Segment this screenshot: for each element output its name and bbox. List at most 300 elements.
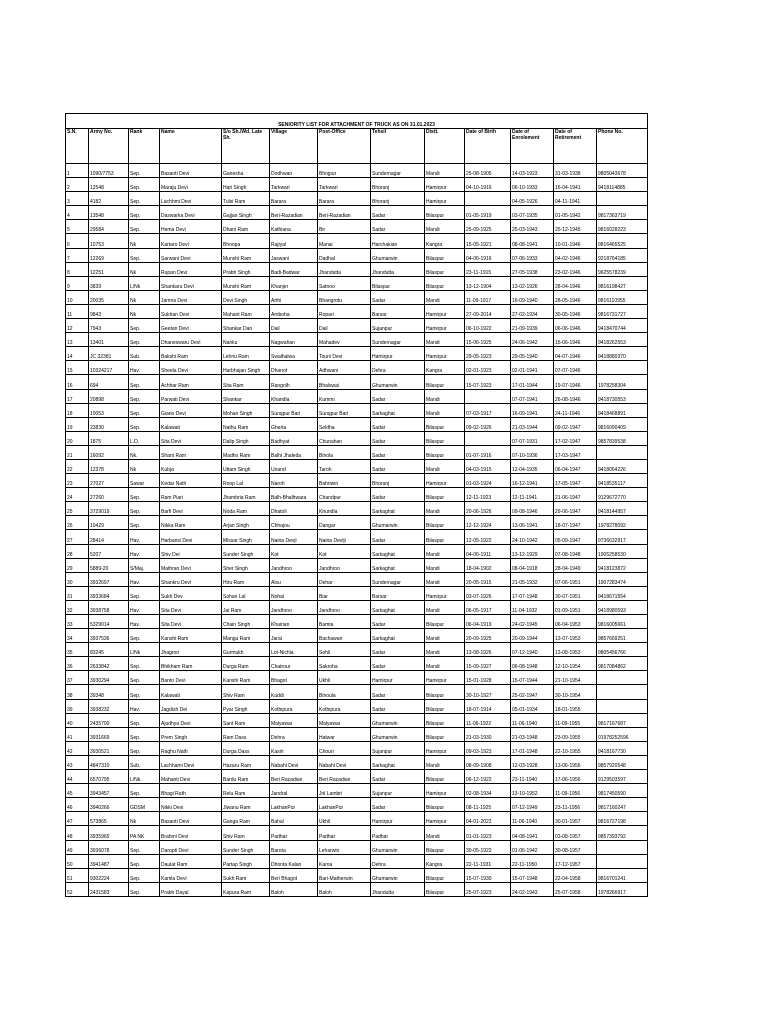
cell-sn: 38 xyxy=(66,685,89,699)
cell-name: Raghu Nath xyxy=(160,741,222,755)
cell-army-no: 12548 xyxy=(89,178,129,192)
cell-date-of-retirement: 07-06-1951 xyxy=(554,572,597,586)
cell-date-of-enrolment: 07-06-1933 xyxy=(511,248,554,262)
cell-army-no: 6570795 xyxy=(89,770,129,784)
cell-rank: L/Nk. xyxy=(129,770,160,784)
cell-tehsil: Ghumarwin xyxy=(371,868,425,882)
cell-district: Hamirpur xyxy=(425,812,465,826)
cell-date-of-retirement: 16-04-1941 xyxy=(554,178,597,192)
cell-army-no: 20898 xyxy=(89,389,129,403)
cell-phone-no: 9736632917 xyxy=(597,530,648,544)
cell-rank: Sep. xyxy=(129,417,160,431)
cell-name: Shant Ram xyxy=(160,445,222,459)
cell-army-no: 10753 xyxy=(89,234,129,248)
table-row xyxy=(66,741,648,755)
cell-name: Bhagi Rath xyxy=(160,784,222,798)
cell-rank: Sep. xyxy=(129,516,160,530)
cell-army-no: 12251 xyxy=(89,262,129,276)
cell-army-no: 3938232 xyxy=(89,699,129,713)
cell-district: Bilaspur xyxy=(425,417,465,431)
cell-post-office: Beri-Razadian xyxy=(318,206,371,220)
cell-rank: Nk xyxy=(129,290,160,304)
cell-date-of-retirement: 30-05-1946 xyxy=(554,304,597,318)
cell-post-office: Surajpur Bari xyxy=(318,403,371,417)
cell-date-of-enrolment: 16-09-1940 xyxy=(511,290,554,304)
cell-rank: Hav. xyxy=(129,615,160,629)
table-row xyxy=(66,304,648,318)
cell-sn: 28 xyxy=(66,544,89,558)
cell-date-of-retirement: 22-10-1955 xyxy=(554,741,597,755)
cell-date-of-birth: 06-10-1922 xyxy=(465,319,511,333)
cell-date-of-birth: 20-06-1926 xyxy=(465,502,511,516)
cell-tehsil: Bilaspur xyxy=(371,276,425,290)
cell-village: Dodhwan xyxy=(270,164,318,178)
cell-name: Barfi Devi xyxy=(160,502,222,516)
cell-phone-no: 9418262553 xyxy=(597,333,648,347)
cell-district: Kangra xyxy=(425,234,465,248)
cell-district: Mandi xyxy=(425,290,465,304)
cell-sn: 15 xyxy=(66,361,89,375)
cell-father-husband-name: Lehnu Ram xyxy=(222,347,270,361)
cell-army-no: 3941487 xyxy=(89,854,129,868)
cell-sn: 13 xyxy=(66,333,89,347)
cell-date-of-retirement: 24-11-1946 xyxy=(554,403,597,417)
cell-village: Jandhroo xyxy=(270,600,318,614)
cell-phone-no xyxy=(597,854,648,868)
cell-sn: 24 xyxy=(66,488,89,502)
cell-district: Mandi xyxy=(425,558,465,572)
cell-date-of-retirement: 04-07-1946 xyxy=(554,347,597,361)
cell-rank: Sep. xyxy=(129,713,160,727)
cell-date-of-enrolment: 21-09-1939 xyxy=(511,319,554,333)
cell-tehsil: Hamirpur xyxy=(371,347,425,361)
cell-district: Bilaspur xyxy=(425,798,465,812)
cell-rank: Hav. xyxy=(129,361,160,375)
cell-date-of-retirement: 07-08-1948 xyxy=(554,544,597,558)
table-row xyxy=(66,629,648,643)
cell-father-husband-name: Devi Singh xyxy=(222,290,270,304)
cell-date-of-enrolment: 08-04-1918 xyxy=(511,558,554,572)
table-row xyxy=(66,234,648,248)
cell-tehsil: Sadar xyxy=(371,770,425,784)
cell-phone-no: 9418535117 xyxy=(597,474,648,488)
cell-name: Hema Devi xyxy=(160,220,222,234)
cell-name: Sita Devi xyxy=(160,615,222,629)
header-name: Name xyxy=(160,129,222,164)
seniority-list-sheet xyxy=(65,113,647,897)
cell-sn: 7 xyxy=(66,248,89,262)
cell-army-no: 2435700 xyxy=(89,713,129,727)
cell-village: Rangolh xyxy=(270,375,318,389)
table-row xyxy=(66,488,648,502)
cell-tehsil: Sadar xyxy=(371,685,425,699)
cell-date-of-enrolment: 03-07-1935 xyxy=(511,206,554,220)
cell-phone-no: 1978258304 xyxy=(597,375,648,389)
cell-village: Padhar xyxy=(270,826,318,840)
cell-sn: 39 xyxy=(66,699,89,713)
cell-army-no: 39348 xyxy=(89,685,129,699)
table-row xyxy=(66,516,648,530)
cell-district: Mandi xyxy=(425,629,465,643)
cell-army-no: 3839 xyxy=(89,276,129,290)
cell-district: Mandi xyxy=(425,389,465,403)
cell-father-husband-name: Sant Ram xyxy=(222,713,270,727)
cell-father-husband-name: Hazaru Ram xyxy=(222,755,270,769)
cell-district: Bilaspur xyxy=(425,727,465,741)
table-row xyxy=(66,882,648,896)
cell-district: Kangra xyxy=(425,361,465,375)
cell-name: Daropti Devi xyxy=(160,840,222,854)
cell-father-husband-name: Kanshi Ram xyxy=(222,671,270,685)
cell-father-husband-name: Noda Ram xyxy=(222,502,270,516)
cell-village: Dhatoli xyxy=(270,502,318,516)
cell-post-office: Chouri xyxy=(318,741,371,755)
cell-rank: Sep. xyxy=(129,502,160,516)
cell-tehsil: Sarkaghat xyxy=(371,629,425,643)
cell-date-of-enrolment: 12-11-1941 xyxy=(511,488,554,502)
table-row xyxy=(66,319,648,333)
cell-district: Bilaspur xyxy=(425,699,465,713)
cell-father-husband-name: Shiv Ram xyxy=(222,685,270,699)
cell-phone-no xyxy=(597,361,648,375)
cell-date-of-retirement: 30-01-1957 xyxy=(554,812,597,826)
cell-sn: 33 xyxy=(66,615,89,629)
cell-date-of-retirement: 13-08-1953 xyxy=(554,643,597,657)
cell-phone-no xyxy=(597,445,648,459)
cell-date-of-retirement: 17-03-1947 xyxy=(554,445,597,459)
cell-army-no: 9302224 xyxy=(89,868,129,882)
cell-tehsil: Padhar xyxy=(371,826,425,840)
cell-date-of-retirement: 11-09-1956 xyxy=(554,784,597,798)
cell-tehsil: Jhandutta xyxy=(371,262,425,276)
cell-date-of-birth: 12-11-1923 xyxy=(465,488,511,502)
cell-sn: 25 xyxy=(66,502,89,516)
cell-name: Sukhan Devi xyxy=(160,304,222,318)
cell-father-husband-name: Jhambria Ram xyxy=(222,488,270,502)
cell-name: Shiv Dei xyxy=(160,544,222,558)
cell-army-no: 27260 xyxy=(89,488,129,502)
cell-army-no: 16092 xyxy=(89,445,129,459)
table-row xyxy=(66,530,648,544)
cell-village: Khairian xyxy=(270,615,318,629)
cell-sn: 11 xyxy=(66,304,89,318)
cell-village: Tarkwari xyxy=(270,178,318,192)
cell-sn: 34 xyxy=(66,629,89,643)
cell-village: Jaswani xyxy=(270,248,318,262)
table-row xyxy=(66,164,648,178)
table-row xyxy=(66,474,648,488)
cell-army-no: 3930521 xyxy=(89,741,129,755)
cell-name: Brahmi Devi xyxy=(160,826,222,840)
cell-date-of-birth: 02-01-1923 xyxy=(465,361,511,375)
cell-date-of-birth: 12-05-1922 xyxy=(465,530,511,544)
table-row xyxy=(66,784,648,798)
cell-post-office: Hatwar xyxy=(318,727,371,741)
cell-rank: PA NK xyxy=(129,826,160,840)
cell-sn: 17 xyxy=(66,389,89,403)
cell-post-office: Biar xyxy=(318,586,371,600)
cell-sn: 16 xyxy=(66,375,89,389)
cell-rank: Sep. xyxy=(129,333,160,347)
cell-sn: 51 xyxy=(66,868,89,882)
cell-date-of-retirement: 17-02-1947 xyxy=(554,431,597,445)
cell-tehsil: Sarkaghat xyxy=(371,558,425,572)
cell-father-husband-name: Bhoopa xyxy=(222,234,270,248)
cell-name: Bhikham Ram xyxy=(160,657,222,671)
cell-post-office: Chunahan xyxy=(318,431,371,445)
cell-post-office: Khundla xyxy=(318,502,371,516)
cell-name: Banto Devi xyxy=(160,671,222,685)
cell-sn: 1 xyxy=(66,164,89,178)
cell-date-of-enrolment: 15-07-1944 xyxy=(511,671,554,685)
cell-date-of-birth: 25-09-1925 xyxy=(465,220,511,234)
header-army-no: Army No. xyxy=(89,129,129,164)
cell-tehsil: Sarkaghat xyxy=(371,502,425,516)
cell-date-of-birth: 15-06-1925 xyxy=(465,333,511,347)
cell-village: Dhonta Kalan xyxy=(270,854,318,868)
cell-army-no: 12269 xyxy=(89,248,129,262)
cell-village: Kot xyxy=(270,544,318,558)
cell-date-of-retirement: 04-02-1946 xyxy=(554,248,597,262)
cell-name: Sita Devi xyxy=(160,600,222,614)
cell-post-office: Seldha xyxy=(318,417,371,431)
cell-phone-no: 1905258530 xyxy=(597,544,648,558)
cell-date-of-retirement: 23-09-1955 xyxy=(554,727,597,741)
cell-name: Dhaneswaru Devi xyxy=(160,333,222,347)
cell-name: Giano Devi xyxy=(160,403,222,417)
cell-district: Hamirpur xyxy=(425,347,465,361)
cell-post-office: Dehar xyxy=(318,572,371,586)
cell-name: Nikka Ram xyxy=(160,516,222,530)
cell-army-no: 3936078 xyxy=(89,840,129,854)
cell-date-of-retirement: 30-07-1951 xyxy=(554,586,597,600)
cell-phone-no: 9857920548 xyxy=(597,755,648,769)
cell-rank: Nk xyxy=(129,234,160,248)
cell-phone-no: 9418064226 xyxy=(597,459,648,473)
cell-date-of-enrolment: 15-07-1948 xyxy=(511,868,554,882)
cell-name: Kubja xyxy=(160,459,222,473)
cell-village: Khanjer xyxy=(270,276,318,290)
cell-post-office: Kothipura xyxy=(318,699,371,713)
cell-district: Hamirpur xyxy=(425,784,465,798)
cell-sn: 37 xyxy=(66,671,89,685)
cell-sn: 30 xyxy=(66,572,89,586)
cell-village: Beri Razadian xyxy=(270,770,318,784)
cell-date-of-birth: 15-05-1921 xyxy=(465,234,511,248)
cell-post-office: Dail xyxy=(318,319,371,333)
cell-father-husband-name: Sunder Singh xyxy=(222,840,270,854)
cell-date-of-enrolment: 17-07-1948 xyxy=(511,586,554,600)
cell-date-of-birth: 29-05-1923 xyxy=(465,347,511,361)
cell-district: Hamirpur xyxy=(425,586,465,600)
cell-district: Hamirpur xyxy=(425,304,465,318)
cell-sn: 43 xyxy=(66,755,89,769)
cell-date-of-retirement: 03-08-1957 xyxy=(554,826,597,840)
cell-father-husband-name: Kapura Ram xyxy=(222,882,270,896)
table-row xyxy=(66,361,648,375)
cell-date-of-birth: 08-11-1925 xyxy=(465,798,511,812)
cell-phone-no: 9418167730 xyxy=(597,741,648,755)
cell-father-husband-name: Roop Lal xyxy=(222,474,270,488)
cell-date-of-birth: 15-07-1930 xyxy=(465,868,511,882)
cell-tehsil: Sarkaghat xyxy=(371,403,425,417)
cell-date-of-birth: 01-03-1924 xyxy=(465,474,511,488)
cell-date-of-birth: 07-03-1917 xyxy=(465,403,511,417)
cell-tehsil: Sadar xyxy=(371,431,425,445)
cell-date-of-retirement: 30-10-1954 xyxy=(554,685,597,699)
cell-phone-no: 9129672770 xyxy=(597,488,648,502)
cell-army-no: 694 xyxy=(89,375,129,389)
cell-district: Mandi xyxy=(425,755,465,769)
cell-date-of-retirement: 29-06-1947 xyxy=(554,502,597,516)
cell-date-of-enrolment: 23-11-1940 xyxy=(511,770,554,784)
table-row xyxy=(66,276,648,290)
cell-date-of-enrolment: 01-06-1942 xyxy=(511,840,554,854)
cell-tehsil: Ghumarwin xyxy=(371,248,425,262)
cell-date-of-birth xyxy=(465,431,511,445)
cell-father-husband-name: Sukh Ram xyxy=(222,868,270,882)
cell-tehsil: Harchakian xyxy=(371,234,425,248)
cell-army-no: 83245 xyxy=(89,643,129,657)
cell-sn: 40 xyxy=(66,713,89,727)
cell-name: Daswarka Devi xyxy=(160,206,222,220)
cell-name: Nikki Devi xyxy=(160,798,222,812)
document-title: SENIORITY LIST FOR ATTACHMENT OF TRUCK AS ON 31.01.2023 xyxy=(66,114,648,129)
header-date-of-retirement: Date of Retirement xyxy=(554,129,597,164)
cell-village: Balh-Bhalhwara xyxy=(270,488,318,502)
cell-tehsil: Sundernagar xyxy=(371,572,425,586)
cell-district: Hamirpur xyxy=(425,192,465,206)
cell-father-husband-name: Dalip Singh xyxy=(222,431,270,445)
cell-date-of-birth: 15-07-1923 xyxy=(465,375,511,389)
cell-district: Mandi xyxy=(425,572,465,586)
cell-date-of-retirement: 01-05-1942 xyxy=(554,206,597,220)
cell-phone-no: 9805043678 xyxy=(597,164,648,178)
cell-date-of-birth: 20-09-1925 xyxy=(465,629,511,643)
cell-village: Nabahi Devi xyxy=(270,755,318,769)
cell-village: Khandla xyxy=(270,389,318,403)
cell-date-of-retirement: 18-07-1947 xyxy=(554,516,597,530)
cell-sn: 5 xyxy=(66,220,89,234)
cell-father-husband-name: Nanku xyxy=(222,333,270,347)
cell-date-of-enrolment: 24-02-1945 xyxy=(511,615,554,629)
cell-name: Jhagroo xyxy=(160,643,222,657)
cell-phone-no: 9857669251 xyxy=(597,629,648,643)
table-row xyxy=(66,755,648,769)
table-row xyxy=(66,770,648,784)
cell-date-of-birth: 22-11-1931 xyxy=(465,854,511,868)
cell-army-no: 4182 xyxy=(89,192,129,206)
cell-name: Sarwani Devi xyxy=(160,248,222,262)
cell-village: Baloh xyxy=(270,882,318,896)
cell-date-of-enrolment: 07-12-1949 xyxy=(511,798,554,812)
cell-date-of-enrolment: 09-08-1946 xyxy=(511,502,554,516)
cell-village: Dhanot xyxy=(270,361,318,375)
cell-date-of-enrolment: 11-06-1940 xyxy=(511,713,554,727)
cell-district: Bilaspur xyxy=(425,206,465,220)
cell-date-of-retirement: 25-07-1958 xyxy=(554,882,597,896)
cell-date-of-birth: 08-09-1908 xyxy=(465,755,511,769)
cell-date-of-retirement: 09-02-1947 xyxy=(554,417,597,431)
cell-army-no: 1875 xyxy=(89,431,129,445)
cell-sn: 41 xyxy=(66,727,89,741)
cell-sn: 2 xyxy=(66,178,89,192)
cell-date-of-enrolment: 11-06-1940 xyxy=(511,812,554,826)
cell-army-no: 3938758 xyxy=(89,600,129,614)
cell-post-office: Mahadev xyxy=(318,333,371,347)
cell-village: Kathiana xyxy=(270,220,318,234)
cell-village: Barota xyxy=(270,840,318,854)
cell-father-husband-name: Harbhajan Singh xyxy=(222,361,270,375)
cell-name: Prabh Dayal xyxy=(160,882,222,896)
cell-district: Bilaspur xyxy=(425,276,465,290)
cell-tehsil: Sundernagar xyxy=(371,333,425,347)
cell-post-office: Bhalswai xyxy=(318,375,371,389)
cell-post-office: Sakroha xyxy=(318,657,371,671)
cell-post-office: Sehli xyxy=(318,643,371,657)
cell-tehsil: Ghumarwin xyxy=(371,516,425,530)
cell-post-office: Ropari xyxy=(318,304,371,318)
cell-village: Unand xyxy=(270,459,318,473)
cell-rank: Hav. xyxy=(129,530,160,544)
cell-sn: 50 xyxy=(66,854,89,868)
table-row xyxy=(66,826,648,840)
cell-post-office: Kot xyxy=(318,544,371,558)
cell-post-office: Bir xyxy=(318,220,371,234)
cell-village: Amboha xyxy=(270,304,318,318)
cell-district: Bilaspur xyxy=(425,262,465,276)
cell-father-husband-name: Jai Ram xyxy=(222,600,270,614)
cell-date-of-birth: 04-06-1916 xyxy=(465,248,511,262)
cell-name: Mahanti Devi xyxy=(160,770,222,784)
cell-tehsil: Ghumarwin xyxy=(371,727,425,741)
cell-district: Mandi xyxy=(425,459,465,473)
cell-army-no: 3930294 xyxy=(89,671,129,685)
cell-army-no: 3943457 xyxy=(89,784,129,798)
table-body xyxy=(66,164,648,897)
cell-tehsil: Hamirpur xyxy=(371,671,425,685)
cell-post-office: Satnoo xyxy=(318,276,371,290)
cell-tehsil: Ghumarwin xyxy=(371,375,425,389)
cell-sn: 36 xyxy=(66,657,89,671)
cell-army-no: 2431583 xyxy=(89,882,129,896)
cell-father-husband-name: Mangu Ram xyxy=(222,629,270,643)
cell-date-of-birth: 20-05-1915 xyxy=(465,572,511,586)
cell-army-no: JC 32381 xyxy=(89,347,129,361)
cell-date-of-retirement: 06-04-1953 xyxy=(554,615,597,629)
table-row xyxy=(66,727,648,741)
cell-father-husband-name: Ganga Ram xyxy=(222,812,270,826)
table-row xyxy=(66,192,648,206)
cell-tehsil: Sadar xyxy=(371,459,425,473)
cell-post-office: Ukhli xyxy=(318,812,371,826)
cell-name: Bakshi Ram xyxy=(160,347,222,361)
cell-village: Beri-Razadian xyxy=(270,206,318,220)
cell-date-of-enrolment: 27-05-1938 xyxy=(511,262,554,276)
cell-date-of-enrolment: 22-11-1950 xyxy=(511,854,554,868)
cell-name: Parwati Devi xyxy=(160,389,222,403)
cell-tehsil: Sadar xyxy=(371,615,425,629)
cell-phone-no: 9816198427 xyxy=(597,276,648,290)
cell-army-no: 5207 xyxy=(89,544,129,558)
cell-phone-no: 9817363719 xyxy=(597,206,648,220)
cell-phone-no: 9816701241 xyxy=(597,868,648,882)
cell-name: Kalawati xyxy=(160,417,222,431)
cell-date-of-retirement: 31-03-1938 xyxy=(554,164,597,178)
cell-rank: Hav. xyxy=(129,699,160,713)
cell-father-husband-name: Dhani Ram xyxy=(222,220,270,234)
cell-tehsil: Hamirpur xyxy=(371,812,425,826)
